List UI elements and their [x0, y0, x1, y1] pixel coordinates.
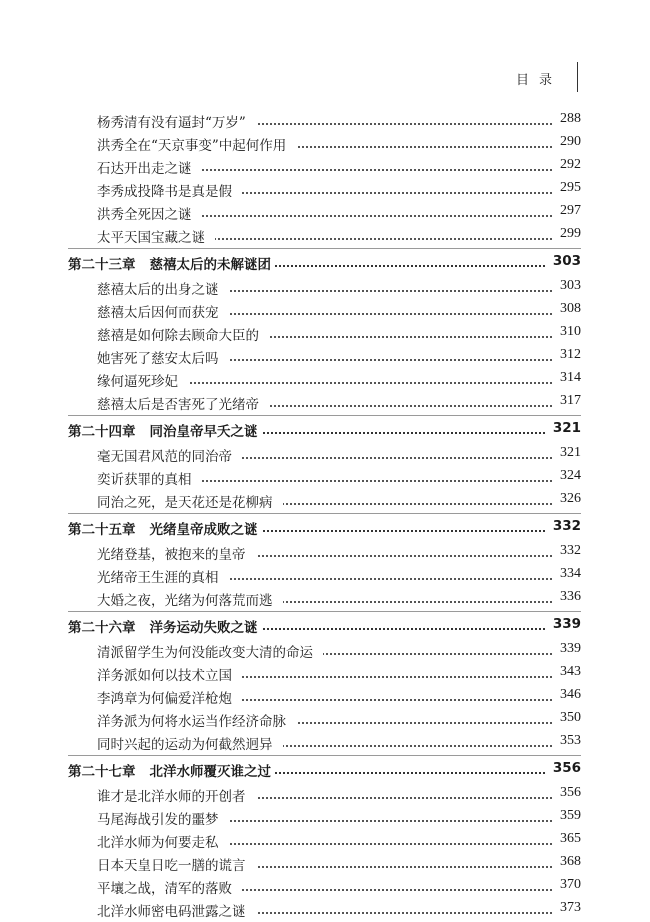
entry-title: 谁才是北洋水师的开创者 — [97, 785, 256, 805]
entry-title: 太平天国宝藏之谜 — [97, 226, 215, 246]
entry-page-number: 365 — [552, 831, 581, 847]
entry-title: 她害死了慈安太后吗 — [97, 347, 229, 367]
entry-page-number: 326 — [552, 491, 581, 507]
toc-entry-row[interactable] — [0, 202, 650, 225]
entry-page-number: 317 — [552, 393, 581, 409]
chapter-page-number: 332 — [545, 518, 581, 534]
entry-page-number: 334 — [552, 566, 581, 582]
entry-page-number: 339 — [552, 641, 581, 657]
entry-title: 光绪帝王生涯的真相 — [97, 566, 229, 586]
entry-title: 杨秀清有没有逼封“万岁” — [97, 111, 256, 131]
page-header — [0, 62, 650, 92]
entry-page-number: 308 — [552, 301, 581, 317]
chapter-heading — [68, 760, 275, 780]
entry-page-number: 310 — [552, 324, 581, 340]
entry-title: 平壤之战，清军的落败 — [97, 877, 242, 897]
toc-entry-row[interactable] — [0, 467, 650, 490]
entry-page-number: 359 — [552, 808, 581, 824]
toc-entry-row[interactable] — [0, 542, 650, 565]
entry-page-number: 346 — [552, 687, 581, 703]
toc-chapter-row[interactable] — [0, 517, 650, 540]
entry-title: 奕䜣获罪的真相 — [97, 468, 202, 488]
entry-page-number: 321 — [552, 445, 581, 461]
entry-page-number: 356 — [552, 785, 581, 801]
chapter-heading — [68, 253, 275, 273]
entry-page-number: 343 — [552, 664, 581, 680]
toc-entry-row[interactable] — [0, 853, 650, 876]
chapter-divider — [68, 248, 581, 249]
toc-entry-row[interactable] — [0, 899, 650, 922]
entry-page-number: 350 — [552, 710, 581, 726]
toc-entry-row[interactable] — [0, 565, 650, 588]
entry-title: 慈禧是如何除去顾命大臣的 — [97, 324, 269, 344]
entry-title: 洪秀全死因之谜 — [97, 203, 202, 223]
entry-title: 李鸿章为何偏爱洋枪炮 — [97, 687, 242, 707]
toc-entry-row[interactable] — [0, 830, 650, 853]
table-of-contents — [0, 110, 650, 922]
toc-entry-row[interactable] — [0, 346, 650, 369]
chapter-divider — [68, 611, 581, 612]
entry-title: 北洋水师为何要走私 — [97, 831, 229, 851]
chapter-divider — [68, 755, 581, 756]
chapter-page-number: 356 — [545, 760, 581, 776]
header-vertical-rule — [577, 62, 578, 92]
entry-page-number: 312 — [552, 347, 581, 363]
toc-chapter-row[interactable] — [0, 615, 650, 638]
entry-title: 同治之死，是天花还是花柳病 — [97, 491, 283, 511]
chapter-page-number: 303 — [545, 253, 581, 269]
toc-entry-row[interactable] — [0, 300, 650, 323]
toc-entry-row[interactable] — [0, 490, 650, 513]
entry-title: 同时兴起的运动为何截然迥异 — [97, 733, 283, 753]
entry-page-number: 353 — [552, 733, 581, 749]
entry-title: 石达开出走之谜 — [97, 157, 202, 177]
chapter-title: 光绪皇帝成败之谜 — [149, 522, 258, 538]
chapter-number: 第二十五章 — [68, 522, 136, 538]
toc-entry-row[interactable] — [0, 784, 650, 807]
entry-title: 缘何逼死珍妃 — [97, 370, 188, 390]
entry-page-number: 314 — [552, 370, 581, 386]
entry-page-number: 299 — [552, 226, 581, 242]
toc-entry-row[interactable] — [0, 156, 650, 179]
chapter-page-number: 321 — [545, 420, 581, 436]
chapter-heading — [68, 518, 262, 538]
entry-title: 洪秀全在“天京事变”中起何作用 — [97, 134, 296, 154]
chapter-number: 第二十三章 — [68, 257, 136, 273]
entry-page-number: 303 — [552, 278, 581, 294]
entry-title: 清派留学生为何没能改变大清的命运 — [97, 641, 323, 661]
toc-chapter-row[interactable] — [0, 759, 650, 782]
toc-entry-row[interactable] — [0, 225, 650, 248]
toc-entry-row[interactable] — [0, 444, 650, 467]
chapter-number: 第二十七章 — [68, 764, 136, 780]
entry-page-number: 370 — [552, 877, 581, 893]
entry-title: 北洋水师密电码泄露之谜 — [97, 900, 256, 920]
chapter-divider — [68, 513, 581, 514]
toc-entry-row[interactable] — [0, 732, 650, 755]
toc-chapter-row[interactable] — [0, 252, 650, 275]
chapter-title: 慈禧太后的未解谜团 — [149, 257, 271, 273]
entry-page-number: 373 — [552, 900, 581, 916]
entry-title: 李秀成投降书是真是假 — [97, 180, 242, 200]
chapter-number: 第二十四章 — [68, 424, 136, 440]
entry-title: 大婚之夜，光绪为何落荒而逃 — [97, 589, 283, 609]
chapter-title: 同治皇帝早夭之谜 — [149, 424, 258, 440]
chapter-heading — [68, 420, 262, 440]
entry-title: 日本天皇日吃一膳的谎言 — [97, 854, 256, 874]
entry-title: 慈禧太后的出身之谜 — [97, 278, 229, 298]
entry-page-number: 368 — [552, 854, 581, 870]
toc-entry-row[interactable] — [0, 709, 650, 732]
chapter-title: 北洋水师覆灭谁之过 — [149, 764, 271, 780]
toc-entry-row[interactable] — [0, 876, 650, 899]
toc-entry-row[interactable] — [0, 686, 650, 709]
toc-entry-row[interactable] — [0, 369, 650, 392]
entry-page-number: 290 — [552, 134, 581, 150]
running-header-title: 目录 — [515, 73, 562, 88]
entry-page-number: 332 — [552, 543, 581, 559]
toc-entry-row[interactable] — [0, 323, 650, 346]
entry-title: 毫无国君风范的同治帝 — [97, 445, 242, 465]
entry-title: 马尾海战引发的噩梦 — [97, 808, 229, 828]
entry-page-number: 297 — [552, 203, 581, 219]
toc-entry-row[interactable] — [0, 179, 650, 202]
chapter-heading — [68, 616, 262, 636]
toc-entry-row[interactable] — [0, 807, 650, 830]
entry-page-number: 336 — [552, 589, 581, 605]
entry-page-number: 295 — [552, 180, 581, 196]
chapter-divider — [68, 415, 581, 416]
entry-title: 光绪登基，被抱来的皇帝 — [97, 543, 256, 563]
toc-entry-row[interactable] — [0, 392, 650, 415]
entry-title: 慈禧太后是否害死了光绪帝 — [97, 393, 269, 413]
toc-entry-row[interactable] — [0, 588, 650, 611]
chapter-page-number: 339 — [545, 616, 581, 632]
entry-page-number: 292 — [552, 157, 581, 173]
toc-entry-row[interactable] — [0, 640, 650, 663]
entry-title: 慈禧太后因何而获宠 — [97, 301, 229, 321]
chapter-number: 第二十六章 — [68, 620, 136, 636]
toc-entry-row[interactable] — [0, 133, 650, 156]
chapter-title: 洋务运动失败之谜 — [149, 620, 258, 636]
entry-page-number: 288 — [552, 111, 581, 127]
toc-entry-row[interactable] — [0, 110, 650, 133]
toc-entry-row[interactable] — [0, 277, 650, 300]
entry-title: 洋务派为何将水运当作经济命脉 — [97, 710, 296, 730]
entry-title: 洋务派如何以技术立国 — [97, 664, 242, 684]
entry-page-number: 324 — [552, 468, 581, 484]
toc-entry-row[interactable] — [0, 663, 650, 686]
toc-chapter-row[interactable] — [0, 419, 650, 442]
